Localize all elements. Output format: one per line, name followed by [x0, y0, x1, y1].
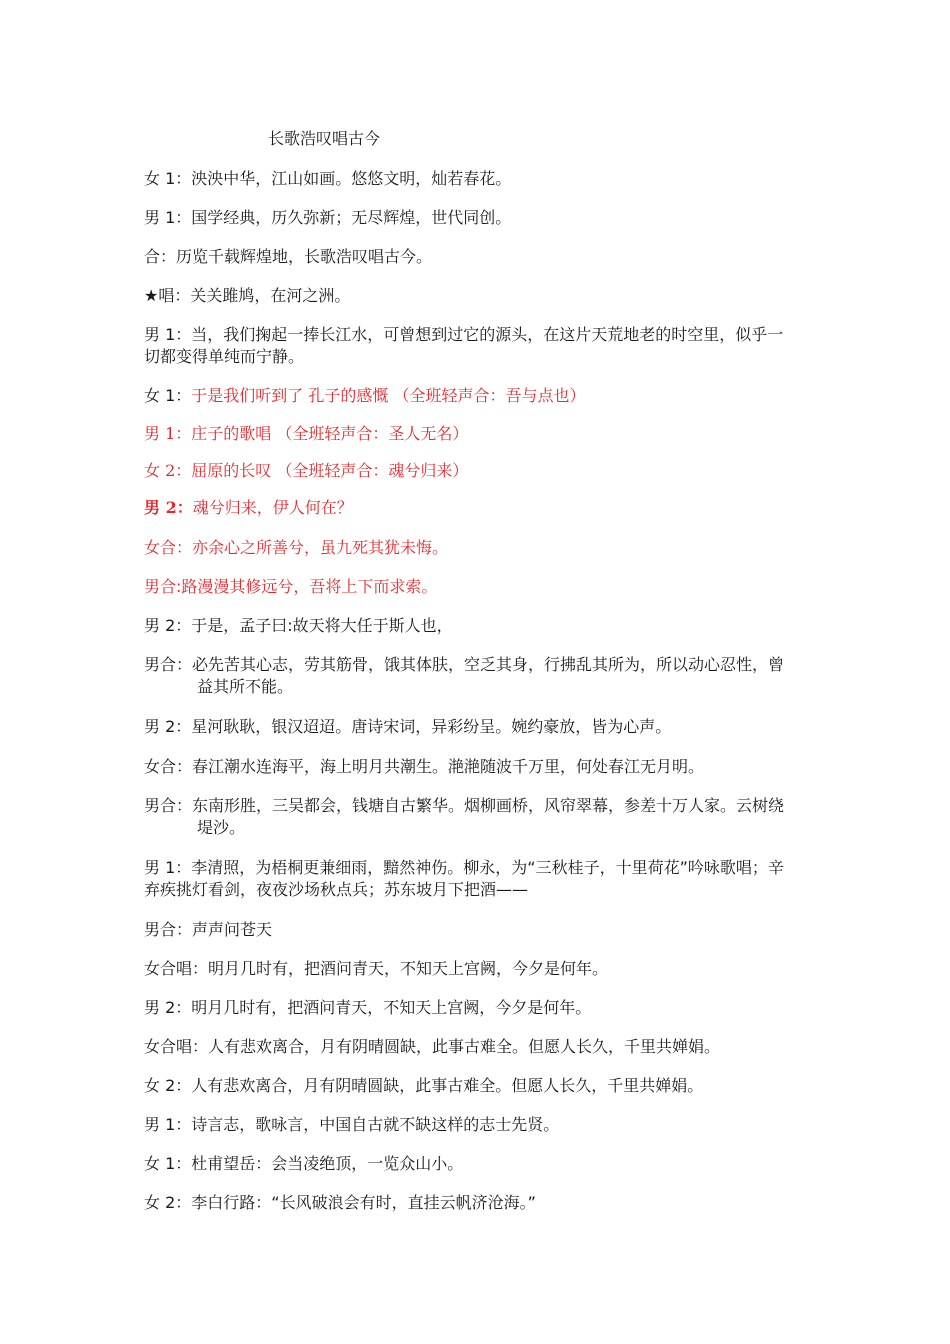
speaker-label: 男 1： [144, 325, 192, 344]
speaker-label: 男 1： [144, 208, 192, 227]
script-line [144, 1153, 804, 1175]
script-line [144, 857, 792, 901]
line-text: 李清照，为梧桐更兼细雨，黯然神伤。柳永，为“三秋桂子，十里荷花”吟咏歌唱；辛弃疾挑灯看剑，夜夜沙场秋点兵；苏东坡月下把酒—— [144, 858, 784, 899]
line-text: 李白行路：“长风破浪会有时，直挂云帆济沧海。” [191, 1193, 536, 1212]
line-text: 星河耿耿，银汉迢迢。唐诗宋词，异彩纷呈。婉约豪放，皆为心声。 [191, 717, 672, 736]
line-text: 人有悲欢离合，月有阴晴圆缺，此事古难全。但愿人长久，千里共婵娟。 [208, 1037, 721, 1056]
speaker-label: 男 2： [144, 717, 192, 736]
script-line [144, 285, 804, 307]
script-line [144, 385, 804, 407]
script-line [144, 795, 797, 839]
speaker-label: 女 2： [144, 461, 192, 480]
script-line [144, 958, 804, 980]
line-text: 人有悲欢离合，月有阴晴圆缺，此事古难全。但愿人长久，千里共婵娟。 [191, 1076, 704, 1095]
speaker-label: 男 1： [144, 858, 192, 877]
line-text: 历览千载辉煌地，长歌浩叹唱古今。 [176, 247, 433, 266]
script-line [144, 246, 804, 268]
script-line [144, 1192, 804, 1214]
line-text: 春江潮水连海平，海上明月共潮生。滟滟随波千万里，何处春江无月明。 [192, 757, 705, 776]
line-text: 声声问苍天 [192, 920, 273, 939]
speaker-label: 女合： [144, 757, 193, 776]
line-text: 关关雎鸠，在河之洲。 [190, 286, 351, 305]
line-text: 明月几时有，把酒问青天，不知天上宫阙，今夕是何年。 [208, 959, 609, 978]
speaker-label: 女合唱： [144, 1037, 209, 1056]
script-line [144, 1075, 804, 1097]
script-line [144, 460, 804, 482]
speaker-label: 男合： [144, 796, 193, 815]
script-line [144, 716, 804, 738]
script-line [144, 207, 804, 229]
line-text: 东南形胜，三吴都会，钱塘自古繁华。烟柳画桥，风帘翠幕，参差十万人家。云树绕堤沙。 [192, 796, 785, 837]
line-text: 国学经典，历久弥新；无尽辉煌，世代同创。 [191, 208, 512, 227]
speaker-label: 男合： [144, 655, 193, 674]
line-text: 魂兮归来，伊人何在？ [192, 498, 353, 517]
script-line [144, 576, 804, 598]
speaker-label: 男 2： [144, 998, 192, 1017]
line-text: 于是，孟子曰:故天将大任于斯人也， [191, 616, 453, 635]
speaker-label: 女 1： [144, 386, 192, 405]
script-line [144, 537, 804, 559]
speaker-label: ★唱： [144, 286, 191, 305]
line-text: 诗言志，歌咏言，中国自古就不缺这样的志士先贤。 [191, 1115, 560, 1134]
script-line [144, 919, 804, 941]
line-text: 庄子的歌唱 （全班轻声合：圣人无名） [191, 424, 469, 443]
script-line [144, 615, 804, 637]
speaker-label: 女合： [144, 538, 193, 557]
speaker-label: 女 2： [144, 1193, 192, 1212]
script-line [144, 997, 804, 1019]
speaker-label: 男 2： [144, 616, 192, 635]
script-line [144, 168, 804, 190]
speaker-label: 女 2： [144, 1076, 192, 1095]
speaker-label: 女 1： [144, 169, 192, 188]
speaker-label: 女合唱： [144, 959, 209, 978]
script-line [144, 654, 797, 698]
speaker-label: 男合: [144, 577, 182, 596]
script-line [144, 324, 792, 368]
line-text: 当，我们掬起一捧长江水，可曾想到过它的源头，在这片天荒地老的时空里，似乎一切都变得单纯而宁静。 [144, 325, 784, 366]
line-text: 必先苦其心志，劳其筋骨，饿其体肤，空乏其身，行拂乱其所为，所以动心忍性，曾益其所不能。 [192, 655, 785, 696]
line-text: 路漫漫其修远兮，吾将上下而求索。 [181, 577, 438, 596]
speaker-label: 合： [144, 247, 177, 266]
script-line [144, 756, 804, 778]
line-text: 杜甫望岳：会当凌绝顶，一览众山小。 [191, 1154, 464, 1173]
speaker-label: 男 1： [144, 424, 192, 443]
speaker-label: 女 1： [144, 1154, 192, 1173]
page-title: 长歌浩叹唱古今 [268, 129, 381, 148]
line-text: 明月几时有，把酒问青天，不知天上宫阙，今夕是何年。 [191, 998, 592, 1017]
speaker-label: 男合： [144, 920, 193, 939]
speaker-label: 男 1： [144, 1115, 192, 1134]
script-line [144, 1114, 804, 1136]
line-text: 泱泱中华，江山如画。悠悠文明，灿若春花。 [191, 169, 512, 188]
script-line [144, 1036, 804, 1058]
script-line [144, 423, 804, 445]
script-line [144, 497, 804, 519]
line-text: 亦余心之所善兮，虽九死其犹未悔。 [192, 538, 449, 557]
line-text: 于是我们听到了 孔子的感慨 （全班轻声合：吾与点也） [191, 386, 586, 405]
line-text: 屈原的长叹 （全班轻声合：魂兮归来） [191, 461, 469, 480]
speaker-label: 男 2： [144, 498, 193, 517]
